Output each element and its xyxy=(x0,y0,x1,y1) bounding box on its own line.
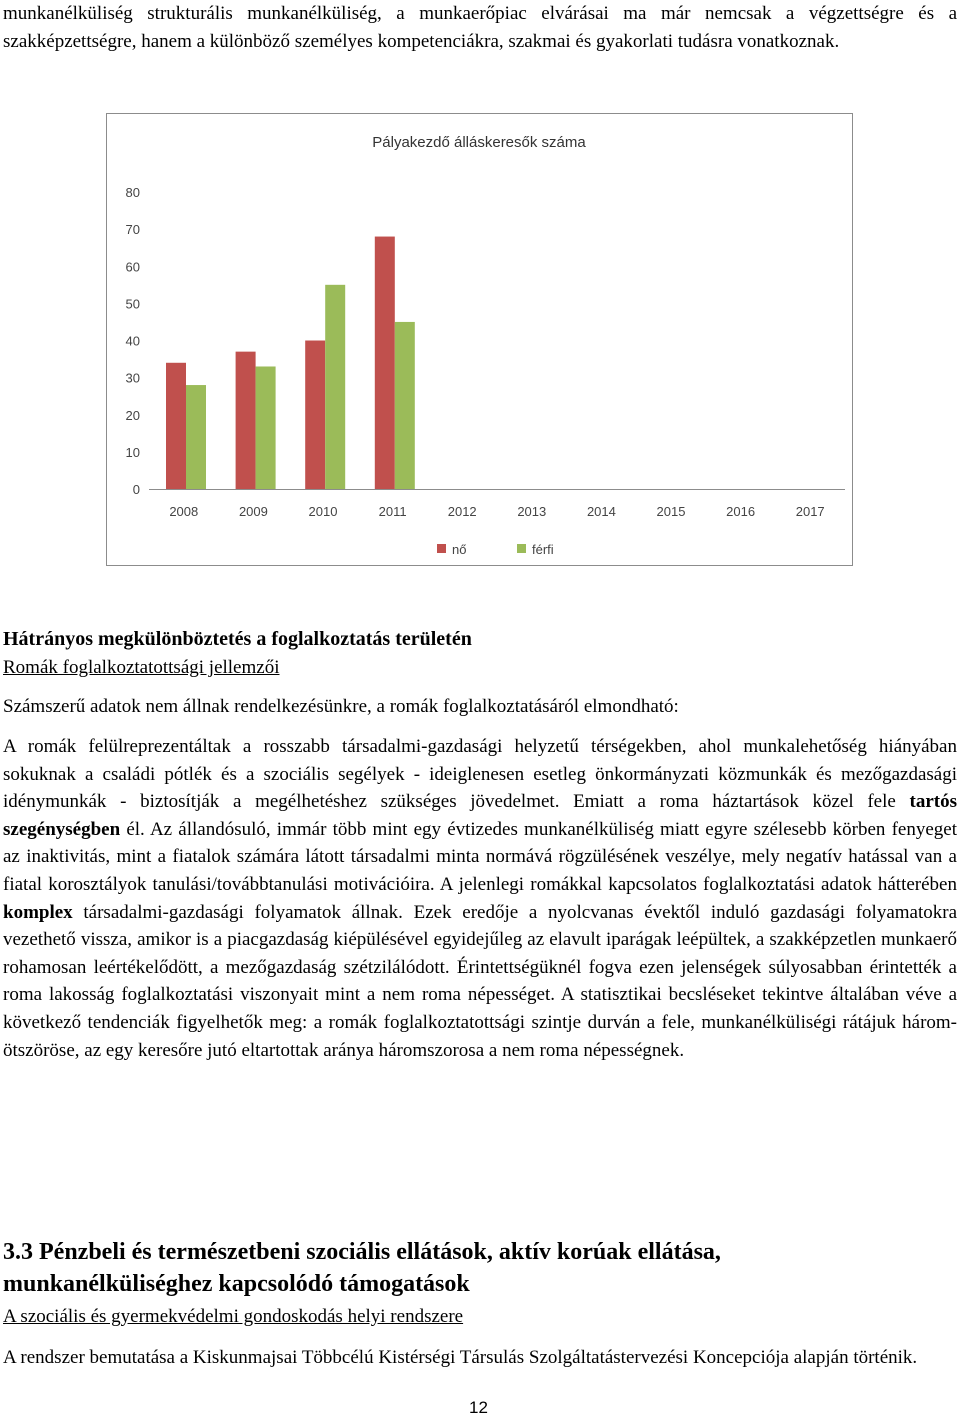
x-tick-label: 2016 xyxy=(726,504,756,519)
section-title-line-2: munkanélküliséghez kapcsolódó támogatások xyxy=(3,1271,470,1297)
section-title-line-1: 3.3 Pénzbeli és természetbeni szociális ellátások, aktív korúak ellátása, xyxy=(3,1239,721,1265)
x-tick-label: 2011 xyxy=(378,504,407,519)
bar-férfi-2010 xyxy=(325,285,345,489)
chart-canvas xyxy=(107,114,852,565)
section2-body: A rendszer bemutatása a Kiskunmajsai Többcélú Kistérségi Társulás Szolgáltatástervezési Koncepciója alapján történik. xyxy=(3,1347,918,1368)
y-tick-label: 30 xyxy=(125,370,140,386)
section2-subheading: A szociális és gyermekvédelmi gondoskodás helyi rendszere xyxy=(3,1306,464,1327)
bar-nő-2009 xyxy=(236,352,256,489)
body-bold-1: tartós szegénységben xyxy=(3,791,957,840)
bar-nő-2010 xyxy=(305,341,325,490)
bar-férfi-2008 xyxy=(186,385,206,489)
bar-chart xyxy=(106,113,853,566)
intro-paragraph: munkanélküliség strukturális munkanélküliség, a munkaerőpiac elvárásai ma már nemcsak a végzettségre és a szakképzettségre, hanem a különböző személyes kompetenciákra, szakmai és gyakorlati tudásra vonatkoznak. xyxy=(3,3,957,52)
legend-swatch-1 xyxy=(517,544,526,553)
section-subheading: Romák foglalkoztatottsági jellemzői xyxy=(3,657,280,678)
bar-férfi-2011 xyxy=(395,322,415,489)
page-number: 12 xyxy=(469,1398,488,1417)
section-title xyxy=(3,1236,721,1300)
body-text-2: él. Az állandósuló, immár több mint egy évtizedes munkanélküliség miatt egyre szélesebb körben fenyeget az inaktivitás, mint a fiatalok számára látott társadalmi minta normává rögzülésének veszélye, mely negatív hatással van a fiatal korosztályok tanulási/továbbtanulási motivációira. A jelenlegi romákkal kapcsolatos foglalkoztatási adatok hátterében xyxy=(3,818,957,895)
statement-line: Számszerű adatok nem állnak rendelkezésünkre, a romák foglalkoztatásáról elmondható: xyxy=(3,696,679,717)
x-tick-label: 2013 xyxy=(517,504,547,519)
legend-label-0: nő xyxy=(452,542,467,557)
chart-legend xyxy=(437,542,554,557)
y-tick-label: 10 xyxy=(125,444,140,460)
y-tick-label: 80 xyxy=(125,185,140,200)
x-tick-label: 2014 xyxy=(586,504,616,519)
legend-swatch-0 xyxy=(437,544,446,553)
x-axis xyxy=(169,504,824,519)
y-axis xyxy=(126,185,845,497)
legend-label-1: férfi xyxy=(532,542,554,557)
bar-férfi-2009 xyxy=(256,366,276,489)
body-text-1: A romák felülreprezentáltak a rosszabb társadalmi-gazdasági helyzetű térségekben, ahol munkalehetőség hiányában sokuknak a családi pótlék és a szociális segélyek - ideiglenesen esetleg önkormányzati közmunkák és mezőgazdasági idénymunkák - biztosítják a megélhetéshez szükséges jövedelmet. Emiatt a roma háztartások közel fele xyxy=(3,736,957,813)
bar-nő-2011 xyxy=(375,237,395,489)
body-paragraph xyxy=(3,733,957,1064)
body-bold-2: komplex xyxy=(3,901,73,923)
y-tick-label: 50 xyxy=(125,296,140,312)
y-tick-label: 70 xyxy=(125,222,140,238)
body-text-3: társadalmi-gazdasági folyamatok állnak. Ezek eredője a nyolcvanas évektől induló gazdasági folyamatokra vezethető vissza, amikor is a piacgazdaság kiépülésével egyidejűleg az elavult iparágak leépültek, a szakképzetlen munkaerő rohamosan leértékelődött, a mezőgazdaság szétzilálódott. Érintettségüknél fogva ezen jelenségek súlyosabban érintették a roma lakosság foglalkoztatási viszonyait mint a nem roma népességet. A statisztikai becsléseket tekintve általában véve a következő tendenciák figyelhetők meg: a romák foglalkoztatottsági szintje durván a fele, munkanélküliségi rátájuk három-ötszöröse, az egy keresőre jutó eltartottak aránya háromszorosa a nem roma népességnek. xyxy=(3,901,957,1061)
bars-group xyxy=(166,237,415,489)
y-tick-label: 60 xyxy=(125,259,140,275)
x-tick-label: 2017 xyxy=(795,504,825,519)
y-tick-label: 0 xyxy=(132,482,140,497)
y-tick-label: 40 xyxy=(125,333,140,349)
y-tick-label: 20 xyxy=(125,407,140,423)
x-tick-label: 2008 xyxy=(169,504,199,519)
x-tick-label: 2015 xyxy=(656,504,686,519)
chart-title: Pályakezdő álláskeresők száma xyxy=(372,134,586,151)
section-heading: Hátrányos megkülönböztetés a foglalkoztatás területén xyxy=(3,628,472,650)
x-tick-label: 2009 xyxy=(238,504,268,519)
bar-nő-2008 xyxy=(166,363,186,489)
x-tick-label: 2010 xyxy=(308,504,338,519)
x-tick-label: 2012 xyxy=(447,504,477,519)
